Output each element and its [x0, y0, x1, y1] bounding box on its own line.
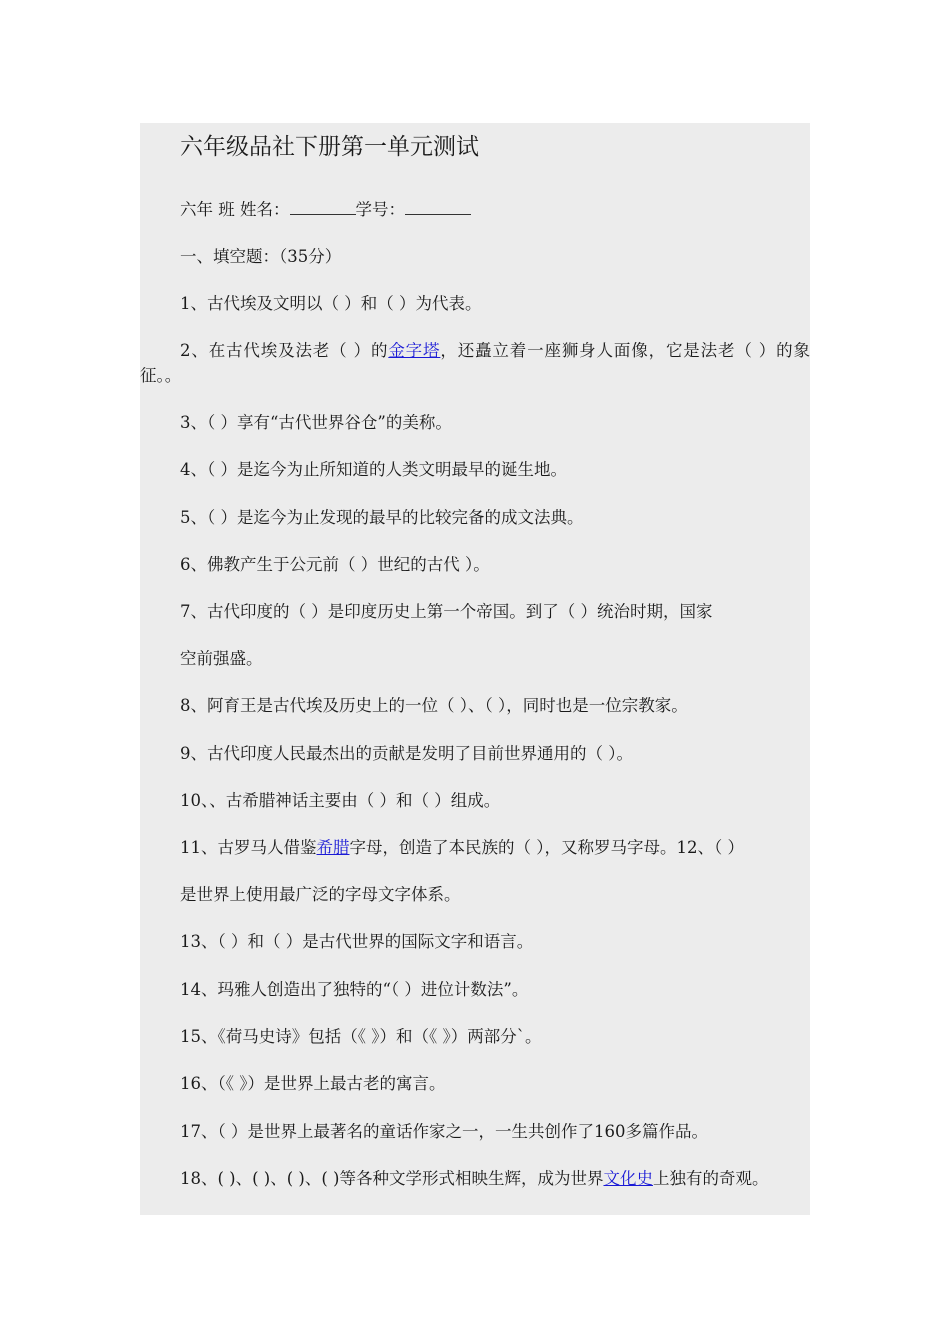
- question-3: 3、（ ）享有“古代世界谷仓”的美称。: [180, 413, 452, 432]
- question-15: 15、《荷马史诗》包括（《 》）和（《 》）两部分`。: [180, 1027, 542, 1046]
- question-16: 16、（《 》）是世界上最古老的寓言。: [180, 1074, 446, 1093]
- question-9: 9、古代印度人民最杰出的贡献是发明了目前世界通用的（ ）。: [180, 744, 633, 763]
- student-info-line: [180, 198, 471, 222]
- question-8: 8、阿育王是古代埃及历史上的一位（ ）、（ ），同时也是一位宗教家。: [180, 696, 688, 715]
- pyramid-link[interactable]: 金字塔: [388, 341, 441, 360]
- question-4: 4、（ ）是迄今为止所知道的人类文明最早的诞生地。: [180, 460, 567, 479]
- question-18: [140, 1166, 810, 1191]
- question-14: 14、玛雅人创造出了独特的“（ ）进位计数法”。: [180, 980, 529, 999]
- question-7-continued: 空前强盛。: [180, 649, 263, 668]
- question-2-text-b: ，还矗立着一座狮身人面像，它是法老（ ）的象征。。: [140, 341, 810, 385]
- question-2: [140, 338, 810, 388]
- section-heading: 一、填空题：（35分）: [180, 247, 342, 266]
- question-12-continued: 是世界上使用最广泛的字母文字体系。: [180, 885, 461, 904]
- student-id-blank[interactable]: [405, 198, 471, 215]
- class-name-label: 六年 班 姓名：: [180, 200, 290, 219]
- question-6: 6、佛教产生于公元前（ ）世纪的古代 ）。: [180, 555, 490, 574]
- question-5: 5、（ ）是迄今为止发现的最早的比较完备的成文法典。: [180, 508, 584, 527]
- question-10: 10、、古希腊神话主要由（ ）和（ ）组成。: [180, 791, 501, 810]
- question-11-text-b: 字母，创造了本民族的（ ），又称罗马字母。12、（ ）: [349, 838, 744, 857]
- question-7: 7、古代印度的（ ）是印度历史上第一个帝国。到了（ ）统治时期，国家: [180, 602, 713, 621]
- student-id-label: 学号：: [355, 200, 405, 219]
- question-1: 1、古代埃及文明以（ ）和（ ）为代表。: [180, 294, 482, 313]
- greece-link[interactable]: 希腊: [316, 838, 350, 857]
- question-2-text-a: 2、在古代埃及法老（ ）的: [180, 341, 389, 360]
- question-11-text-a: 11、古罗马人借鉴: [180, 838, 317, 857]
- culture-history-link[interactable]: 文化史: [603, 1169, 653, 1188]
- name-blank[interactable]: [290, 198, 356, 215]
- question-17: 17、（ ）是世界上最著名的童话作家之一，一生共创作了160多篇作品。: [180, 1122, 708, 1141]
- question-18-text-b: 上独有的奇观。: [652, 1169, 769, 1188]
- page-title: 六年级品社下册第一单元测试: [180, 134, 479, 160]
- question-13: 13、（ ）和（ ）是古代世界的国际文字和语言。: [180, 932, 534, 951]
- question-11: [180, 836, 744, 860]
- question-18-text-a: 18、( )、( )、( )、( )等各种文学形式相映生辉，成为世界: [180, 1169, 604, 1188]
